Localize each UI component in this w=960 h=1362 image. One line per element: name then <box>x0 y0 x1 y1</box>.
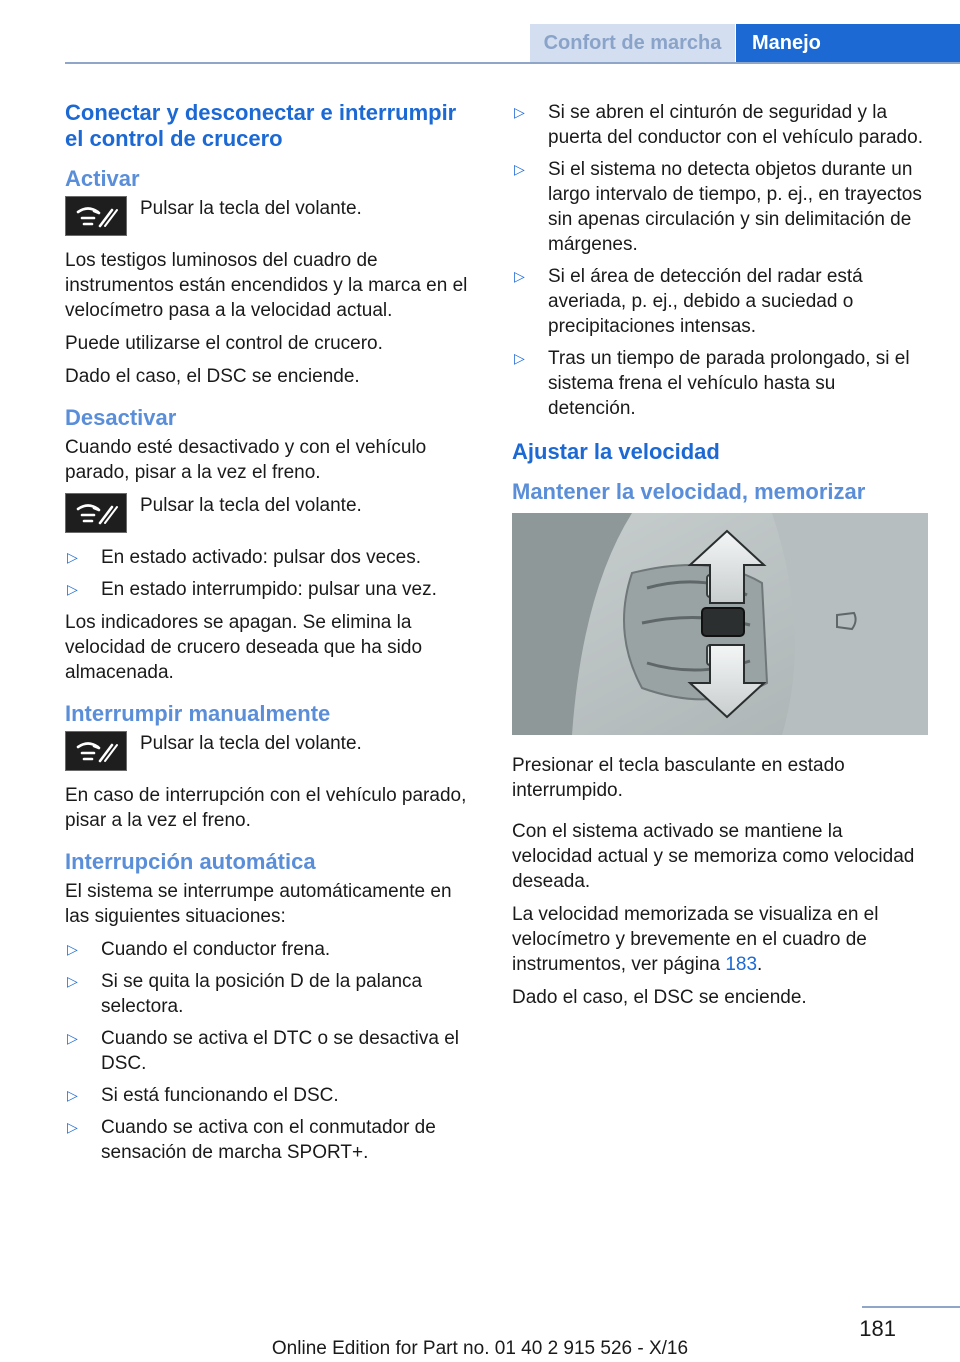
list-item: ▷ Tras un tiempo de parada prolongado, si el sistema frena el vehículo hasta su detención. <box>514 348 910 419</box>
triangle-right-icon: ▷ <box>514 268 525 284</box>
icon-caption: Pulsar la tecla del volante. <box>140 733 362 754</box>
icon-instruction-desactivar <box>65 493 477 533</box>
paragraph-with-link: La velocidad memorizada se visualiza en el velocímetro y brevemente en el cuadro de instrumentos, ver página 183. <box>512 904 879 975</box>
header-section-tab: Confort de marcha <box>530 24 735 62</box>
icon-caption: Pulsar la tecla del volante. <box>140 198 362 219</box>
paragraph: Presionar el tecla basculante en estado interrumpido. <box>512 755 845 801</box>
list-interrupcion-automatica-cont <box>512 100 928 421</box>
heading-desactivar: Desactivar <box>65 405 177 430</box>
icon-caption: Pulsar la tecla del volante. <box>140 495 362 516</box>
paragraph: Dado el caso, el DSC se enciende. <box>512 987 807 1008</box>
paragraph: Dado el caso, el DSC se enciende. <box>65 366 360 387</box>
paragraph: Los testigos luminosos del cuadro de instrumentos están encendidos y la marca en el velocímetro pasa a la velocidad actual. <box>65 250 468 321</box>
steering-wheel-rocker-illustration <box>512 513 928 735</box>
list-item: ▷ Si el sistema no detecta objetos durante un largo intervalo de tiempo, p. ej., en trayectos sin apenas circulación y sin delimitación de márgenes. <box>514 159 922 255</box>
triangle-right-icon: ▷ <box>514 104 525 120</box>
triangle-right-icon: ▷ <box>67 1030 78 1046</box>
paragraph: El sistema se interrumpe automáticamente en las siguientes situaciones: <box>65 881 452 927</box>
paragraph: Puede utilizarse el control de crucero. <box>65 333 383 354</box>
triangle-right-icon: ▷ <box>514 161 525 177</box>
right-column <box>512 100 928 1018</box>
paragraph: Con el sistema activado se mantiene la velocidad actual y se memoriza como velocidad deseada. <box>512 821 915 892</box>
triangle-right-icon: ▷ <box>67 973 78 989</box>
page-reference-link[interactable]: 183 <box>725 954 758 975</box>
paragraph: Cuando esté desactivado y con el vehículo parado, pisar a la vez el freno. <box>65 437 427 483</box>
icon-instruction-activar <box>65 196 477 236</box>
list-desactivar <box>65 545 477 602</box>
cruise-control-icon <box>65 196 127 236</box>
list-item: ▷ Cuando se activa con el conmutador de sensación de marcha SPORT+. <box>67 1117 436 1163</box>
left-column <box>65 100 477 1173</box>
triangle-right-icon: ▷ <box>67 549 78 565</box>
list-item: ▷ Si el área de detección del radar está averiada, p. ej., debido a suciedad o precipitaciones intensas. <box>514 266 863 337</box>
list-interrupcion-automatica <box>65 937 477 1165</box>
cruise-control-icon <box>65 493 127 533</box>
triangle-right-icon: ▷ <box>67 941 78 957</box>
list-item: ▷ Cuando se activa el DTC o se desactiva el DSC. <box>67 1028 460 1074</box>
edition-line: Online Edition for Part no. 01 40 2 915 526 - X/16 <box>271 1338 689 1359</box>
heading-interrupcion-automatica: Interrupción automática <box>65 849 316 874</box>
list-item: ▷ Si se quita la posición D de la palanca selectora. <box>67 971 423 1017</box>
page-number: 181 <box>859 1316 896 1341</box>
section-title-cruise: Conectar y desconectar e interrumpir el control de crucero <box>65 100 457 151</box>
heading-mantener-velocidad: Mantener la velocidad, memorizar <box>512 479 866 504</box>
triangle-right-icon: ▷ <box>67 1087 78 1103</box>
heading-interrumpir-manual: Interrumpir manualmente <box>65 701 331 726</box>
footer-rule <box>862 1306 960 1308</box>
list-item: ▷ En estado activado: pulsar dos veces. <box>67 547 422 568</box>
header-chapter-tab: Manejo <box>736 24 960 62</box>
cruise-control-icon <box>65 731 127 771</box>
triangle-right-icon: ▷ <box>514 350 525 366</box>
triangle-right-icon: ▷ <box>67 1119 78 1135</box>
list-item: ▷ Si está funcionando el DSC. <box>67 1085 339 1106</box>
header-rule <box>65 62 960 64</box>
list-item: ▷ En estado interrumpido: pulsar una vez. <box>67 579 437 600</box>
paragraph: En caso de interrupción con el vehículo parado, pisar a la vez el freno. <box>65 785 467 831</box>
list-item: ▷ Si se abren el cinturón de seguridad y la puerta del conductor con el vehículo parado. <box>514 102 923 148</box>
icon-instruction-manual <box>65 731 477 771</box>
list-item: ▷ Cuando el conductor frena. <box>67 939 331 960</box>
heading-activar: Activar <box>65 166 140 191</box>
triangle-right-icon: ▷ <box>67 581 78 597</box>
section-title-ajustar-velocidad: Ajustar la velocidad <box>512 439 720 464</box>
paragraph: Los indicadores se apagan. Se elimina la velocidad de crucero deseada que ha sido almacenada. <box>65 612 423 683</box>
